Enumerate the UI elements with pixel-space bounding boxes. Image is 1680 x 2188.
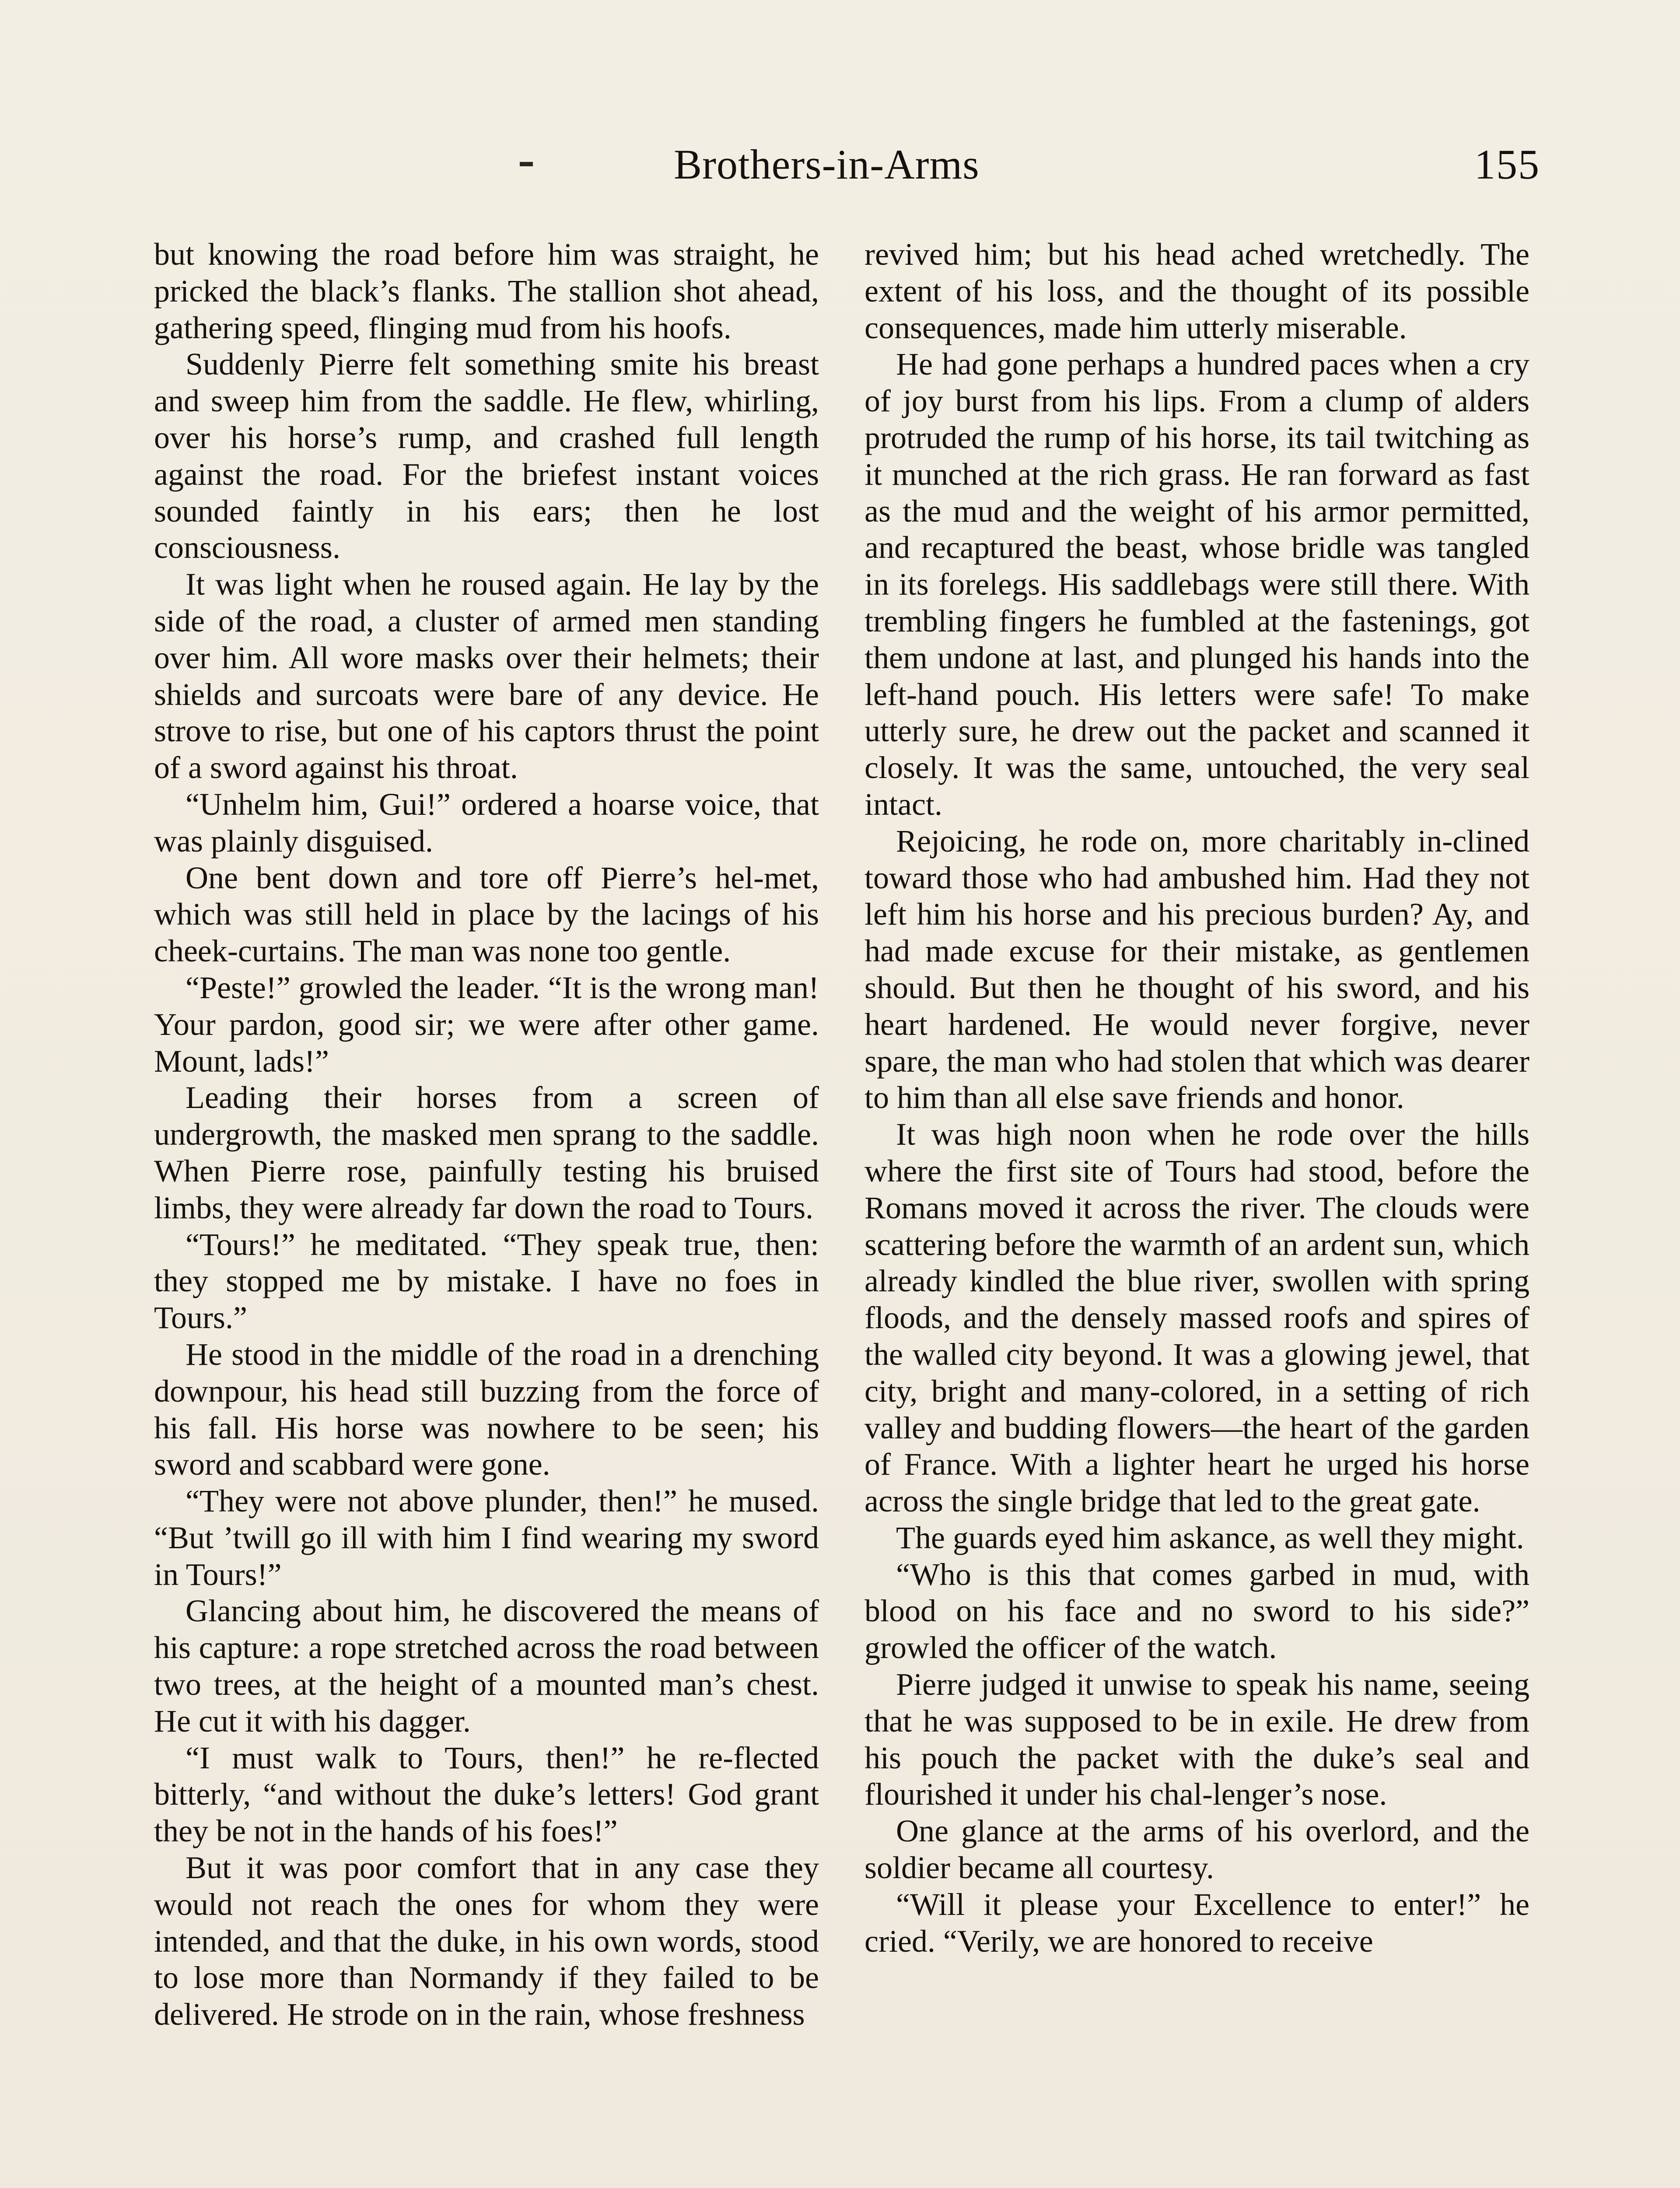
paragraph: “Will it please your Excellence to enter!” he cried. “Verily, we are honored to receive bbox=[864, 1886, 1530, 1959]
right-text-column bbox=[864, 236, 1530, 1960]
paragraph: He had gone perhaps a hundred paces when a cry of joy burst from his lips. From a clump of alders protruded the rump of his horse, its tail twitching as it munched at the rich grass. He ran forward as fast as the mud and the weight of his armor permitted, and recaptured the beast, whose bridle was tangled in its forelegs. His saddlebags were still there. With trembling fingers he fumbled at the fastenings, got them undone at last, and plunged his hands into the left-hand pouch. His letters were safe! To make utterly sure, he drew out the packet and scanned it closely. It was the same, untouched, the very seal intact. bbox=[864, 347, 1530, 822]
paragraph: revived him; but his head ached wretchedly. The extent of his loss, and the thought of its possible consequences, made him utterly miserable. bbox=[864, 237, 1530, 345]
paragraph: Leading their horses from a screen of undergrowth, the masked men sprang to the saddle. When Pierre rose, painfully testing his bruised limbs, they were already far down the road to Tours. bbox=[154, 1080, 819, 1225]
paragraph: It was light when he roused again. He lay by the side of the road, a cluster of armed men standing over him. All wore masks over their helmets; their shields and surcoats were bare of any device. He strove to rise, but one of his captors thrust the point of a sword against his throat. bbox=[154, 567, 819, 785]
paragraph: but knowing the road before him was straight, he pricked the black’s flanks. The stallion shot ahead, gathering speed, flinging mud from his hoofs. bbox=[154, 237, 819, 345]
running-title: Brothers-in-Arms bbox=[674, 141, 980, 188]
paragraph: It was high noon when he rode over the hills where the first site of Tours had stood, before the Romans moved it across the river. The clouds were scattering before the warmth of an ardent sun, which already kindled the blue river, swollen with spring floods, and the densely massed roofs and spires of the walled city beyond. It was a glowing jewel, that city, bright and many-colored, in a setting of rich valley and budding flowers—the heart of the garden of France. With a lighter heart he urged his horse across the single bridge that led to the great gate. bbox=[864, 1117, 1530, 1519]
paragraph: Glancing about him, he discovered the means of his capture: a rope stretched across the road between two trees, at the height of a mounted man’s chest. He cut it with his dagger. bbox=[154, 1593, 819, 1739]
paragraph: “They were not above plunder, then!” he mused. “But ’twill go ill with him I find wearing my sword in Tours!” bbox=[154, 1483, 819, 1592]
left-text-column bbox=[154, 236, 819, 2033]
page-header bbox=[0, 138, 1680, 200]
paragraph: He stood in the middle of the road in a drenching downpour, his head still buzzing from the force of his fall. His horse was nowhere to be seen; his sword and scabbard were gone. bbox=[154, 1336, 819, 1482]
printer-dash-mark bbox=[520, 162, 533, 166]
paragraph: “I must walk to Tours, then!” he re-flected bitterly, “and without the duke’s letters! God grant they be not in the hands of his foes!” bbox=[154, 1740, 819, 1849]
paragraph: “Who is this that comes garbed in mud, with blood on his face and no sword to his side?” growled the officer of the watch. bbox=[864, 1557, 1530, 1666]
page-number: 155 bbox=[1474, 141, 1540, 188]
paragraph: Rejoicing, he rode on, more charitably in-clined toward those who had ambushed him. Had they not left him his horse and his precious burden? Ay, and had made excuse for their mistake, as gentlemen should. But then he thought of his sword, and his heart hardened. He would never forgive, never spare, the man who had stolen that which was dearer to him than all else save friends and honor. bbox=[864, 823, 1530, 1115]
paragraph: “Peste!” growled the leader. “It is the wrong man! Your pardon, good sir; we were after other game. Mount, lads!” bbox=[154, 970, 819, 1079]
paragraph: “Unhelm him, Gui!” ordered a hoarse voice, that was plainly disguised. bbox=[154, 786, 819, 859]
paragraph: Suddenly Pierre felt something smite his breast and sweep him from the saddle. He flew, whirling, over his horse’s rump, and crashed full length against the road. For the briefest instant voices sounded faintly in his ears; then he lost consciousness. bbox=[154, 347, 819, 565]
paragraph: But it was poor comfort that in any case they would not reach the ones for whom they were intended, and that the duke, in his own words, stood to lose more than Normandy if they failed to be delivered. He strode on in the rain, whose freshness bbox=[154, 1850, 819, 2032]
paragraph: The guards eyed him askance, as well they might. bbox=[896, 1520, 1524, 1555]
paragraph: One glance at the arms of his overlord, and the soldier became all courtesy. bbox=[864, 1813, 1530, 1886]
paragraph: One bent down and tore off Pierre’s hel-met, which was still held in place by the lacings of his cheek-curtains. The man was none too gentle. bbox=[154, 860, 819, 969]
paragraph: Pierre judged it unwise to speak his name, seeing that he was supposed to be in exile. He drew from his pouch the packet with the duke’s seal and flourished it under his chal-lenger’s nose. bbox=[864, 1667, 1530, 1812]
paragraph: “Tours!” he meditated. “They speak true, then: they stopped me by mistake. I have no foes in Tours.” bbox=[154, 1227, 819, 1336]
